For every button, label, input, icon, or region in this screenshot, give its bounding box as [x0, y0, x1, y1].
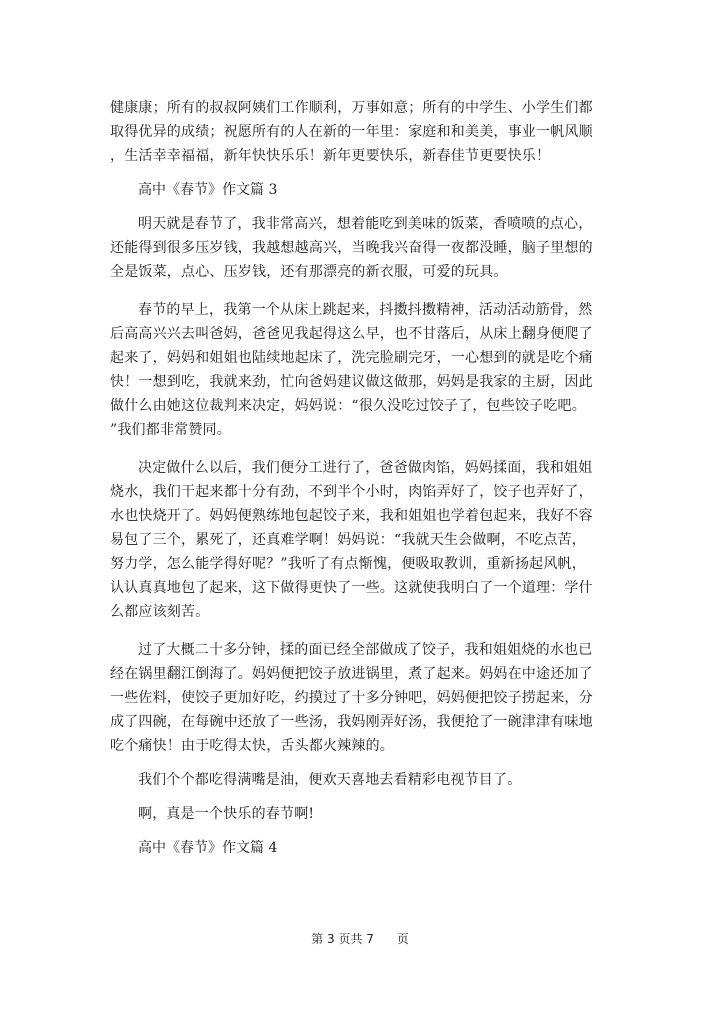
- paragraph-line: 易包了三个，累死了，还真难学啊！妈妈说：“我就天生会做啊，不吃点苦，: [110, 532, 586, 548]
- paragraph-line: 还能得到很多压岁钱，我越想越高兴，当晚我兴奋得一夜都没睡，脑子里想的: [110, 240, 593, 256]
- paragraph-2: [110, 298, 618, 442]
- page-number: 第 3 页共 7 页: [311, 932, 409, 946]
- paragraph-line: 过了大概二十多分钟，揉的面已经全部做成了饺子，我和姐姐烧的水也已: [138, 642, 593, 658]
- paragraph-1: [110, 212, 618, 284]
- section-heading-3: 高中《春节》作文篇 3: [138, 182, 278, 198]
- paragraph-3: [110, 456, 618, 624]
- paragraph-line: 么都应该刻苦。: [110, 604, 210, 620]
- paragraph-5: 我们个个都吃得满嘴是油，便欢天喜地去看精彩电视节目了。: [138, 772, 522, 788]
- paragraph-line: 春节的早上，我第一个从床上跳起来，抖擞抖擞精神，活动活动筋骨，然: [138, 302, 593, 318]
- paragraph-line: 烧水，我们干起来都十分有劲，不到半个小时，肉馅弄好了，饺子也弄好了，: [110, 484, 593, 500]
- paragraph-line: 后高高兴兴去叫爸妈，爸爸见我起得这么早，也不甘落后，从床上翻身便爬了: [110, 326, 593, 342]
- paragraph-line: 成了四碗，在每碗中还放了一些汤，我妈刚弄好汤，我便抢了一碗津津有味地: [110, 714, 593, 730]
- paragraph-line: 吃个痛快！由于吃得太快，舌头都火辣辣的。: [110, 738, 394, 754]
- document-page: [110, 96, 618, 860]
- paragraph-6: 啊，真是一个快乐的春节啊!: [138, 806, 315, 822]
- intro-line: ，生活幸幸福福，新年快快乐乐！新年更要快乐，新春佳节更要快乐！: [110, 148, 551, 164]
- paragraph-line: 水也快烧开了。妈妈便熟练地包起饺子来，我和姐姐也学着包起来，我好不容: [110, 508, 593, 524]
- paragraph-4: [110, 638, 618, 758]
- paragraph-line: 明天就是春节了，我非常高兴，想着能吃到美味的饭菜，香喷喷的点心，: [138, 216, 593, 232]
- paragraph-line: 一些佐料，使饺子更加好吃，约摸过了十多分钟吧，妈妈便把饺子捞起来，分: [110, 690, 593, 706]
- paragraph-line: 快！一想到吃，我就来劲，忙向爸妈建议做这做那，妈妈是我家的主厨，因此: [110, 374, 593, 390]
- paragraph-line: 努力学，怎么能学得好呢？”我听了有点惭愧，便吸取教训，重新扬起风帆，: [110, 556, 586, 572]
- paragraph-line: 全是饭菜，点心、压岁钱，还有那漂亮的新衣服，可爱的玩具。: [110, 264, 508, 280]
- paragraph-line: ”我们都非常赞同。: [110, 422, 231, 438]
- section-heading-4: 高中《春节》作文篇 4: [138, 840, 278, 856]
- paragraph-line: 认认真真地包了起来，这下做得更快了一些。这就使我明白了一个道理：学什: [110, 580, 593, 596]
- paragraph-line: 经在锅里翻江倒海了。妈妈便把饺子放进锅里，煮了起来。妈妈在中途还加了: [110, 666, 593, 682]
- paragraph-line: 做什么由她这位裁判来决定，妈妈说：“很久没吃过饺子了，包些饺子吃吧。: [110, 398, 586, 414]
- page-footer: [0, 930, 720, 947]
- paragraph-line: 起来了，妈妈和姐姐也陆续地起床了，洗完脸刷完牙，一心想到的就是吃个痛: [110, 350, 593, 366]
- intro-line: 取得优异的成绩；祝愿所有的人在新的一年里：家庭和和美美，事业一帆风顺: [110, 124, 593, 140]
- paragraph-line: 决定做什么以后，我们便分工进行了，爸爸做肉馅，妈妈揉面，我和姐姐: [138, 460, 593, 476]
- intro-line: 健康康；所有的叔叔阿姨们工作顺利，万事如意；所有的中学生、小学生们都: [110, 100, 593, 116]
